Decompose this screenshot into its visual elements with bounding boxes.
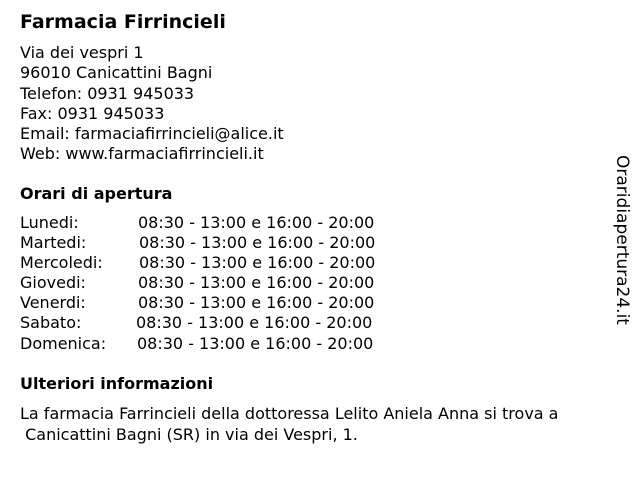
day-label: Mercoledi:: [20, 253, 103, 273]
day-label: Sabato:: [20, 313, 82, 333]
additional-info-text: [20, 403, 620, 445]
additional-info-heading: Ulteriori informazioni: [20, 374, 214, 393]
address-city: 96010 Canicattini Bagni: [20, 63, 213, 83]
time-range: 08:30 - 13:00 e 16:00 - 20:00: [138, 293, 375, 313]
address-street: Via dei vespri 1: [20, 43, 144, 62]
day-label: Domenica:: [20, 333, 107, 353]
time-range: 08:30 - 13:00 e 16:00 - 20:00: [138, 273, 375, 293]
contact-block: [20, 43, 284, 165]
day-label: Giovedi:: [20, 273, 86, 293]
info-line: La farmacia Farrincieli della dottoressa Lelito Aniela Anna si trova a: [20, 404, 559, 423]
time-range: 08:30 - 13:00 e 16:00 - 20:00: [139, 233, 376, 253]
site-watermark: Oraridiapertura24.it: [612, 155, 632, 325]
email-address: Email: farmaciafirrincieli@alice.it: [20, 124, 284, 144]
fax-number: Fax: 0931 945033: [20, 103, 165, 123]
day-label: Martedi:: [20, 233, 87, 253]
day-label: Venerdi:: [20, 293, 86, 313]
page-title: Farmacia Firrincieli: [20, 11, 226, 33]
time-range: 08:30 - 13:00 e 16:00 - 20:00: [139, 253, 376, 273]
time-range: 08:30 - 13:00 e 16:00 - 20:00: [137, 333, 374, 353]
time-range: 08:30 - 13:00 e 16:00 - 20:00: [136, 313, 373, 333]
time-range: 08:30 - 13:00 e 16:00 - 20:00: [138, 213, 375, 232]
info-line: Canicattini Bagni (SR) in via dei Vespri, 1.: [20, 425, 358, 444]
website: Web: www.farmaciafirrincieli.it: [20, 144, 264, 164]
opening-hours-heading: Orari di apertura: [20, 184, 173, 203]
phone-number: Telefon: 0931 945033: [20, 83, 195, 103]
day-label: Lunedi:: [20, 213, 79, 232]
